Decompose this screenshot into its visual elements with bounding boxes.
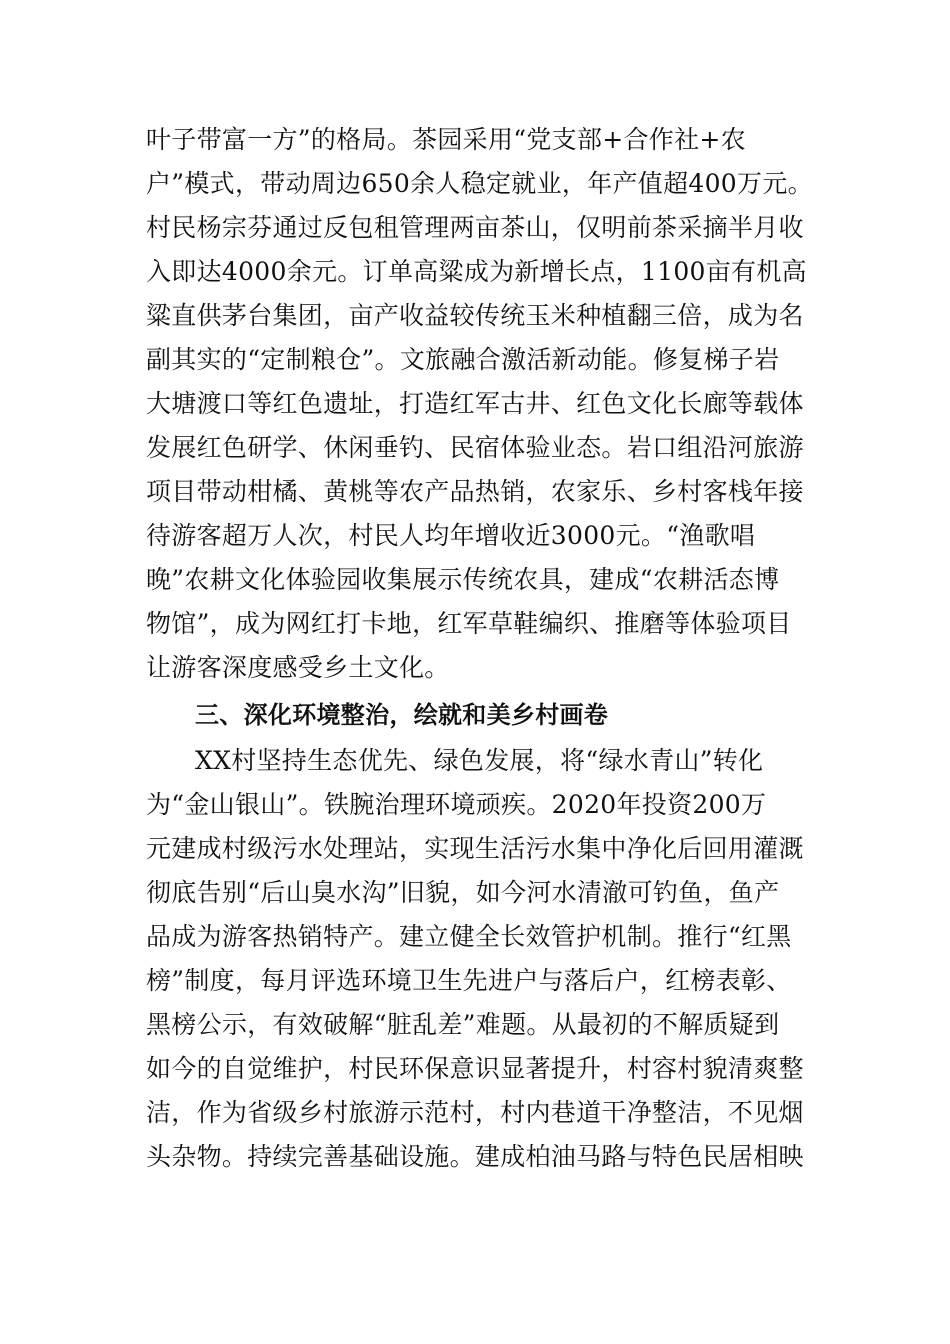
paragraph-line: 让游客深度感受乡土文化。 (146, 653, 450, 682)
paragraph-line: 待游客超万人次，村民人均年增收近3000元。“渔歌唱 (146, 521, 756, 550)
paragraph-line: 村民杨宗芬通过反包租管理两亩茶山，仅明前茶采摘半月收 (146, 213, 804, 242)
paragraph-line: 黑榜公示，有效破解“脏乱差”难题。从最初的不解质疑到 (146, 1010, 780, 1039)
paragraph-line: XX村坚持生态优先、绿色发展，将“绿水青山”转化 (195, 746, 764, 775)
paragraph-line: 晚”农耕文化体验园收集展示传统农具，建成“农耕活态博 (146, 565, 780, 594)
paragraph-line: 如今的自觉维护，村民环保意识显著提升，村容村貌清爽整 (146, 1054, 804, 1083)
paragraph-line: 户”模式，带动周边650余人稳定就业，年产值超400万元。 (146, 169, 813, 198)
paragraph-line: 为“金山银山”。铁腕治理环境顽疾。2020年投资200万 (146, 790, 767, 819)
paragraph-line: 副其实的“定制粮仓”。文旅融合激活新动能。修复梯子岩 (146, 345, 780, 374)
paragraph-line: 洁，作为省级乡村旅游示范村，村内巷道干净整洁，不见烟 (146, 1098, 804, 1127)
paragraph-line: 品成为游客热销特产。建立健全长效管护机制。推行“红黑 (146, 922, 792, 951)
paragraph-line: 叶子带富一方”的格局。茶园采用“党支部+合作社+农 (146, 125, 746, 154)
paragraph-line: 粱直供茅台集团，亩产收益较传统玉米种植翻三倍，成为名 (146, 301, 804, 330)
paragraph-line: 榜”制度，每月评选环境卫生先进户与落后户，红榜表彰、 (146, 966, 792, 995)
paragraph-line: 元建成村级污水处理站，实现生活污水集中净化后回用灌溉 (146, 834, 804, 863)
paragraph-line: 彻底告别“后山臭水沟”旧貌，如今河水清澈可钓鱼，鱼产 (146, 878, 780, 907)
paragraph-line: 项目带动柑橘、黄桃等农产品热销，农家乐、乡村客栈年接 (146, 477, 804, 506)
section-heading: 三、深化环境整治，绘就和美乡村画卷 (195, 701, 609, 729)
paragraph-line: 发展红色研学、休闲垂钓、民宿体验业态。岩口组沿河旅游 (146, 433, 804, 462)
paragraph-line: 头杂物。持续完善基础设施。建成柏油马路与特色民居相映 (146, 1142, 804, 1171)
paragraph-line: 入即达4000余元。订单高粱成为新增长点，1100亩有机高 (146, 257, 807, 286)
paragraph-line: 大塘渡口等红色遗址，打造红军古井、红色文化长廊等载体 (146, 389, 804, 418)
paragraph-line: 物馆”，成为网红打卡地，红军草鞋编织、推磨等体验项目 (146, 609, 792, 638)
